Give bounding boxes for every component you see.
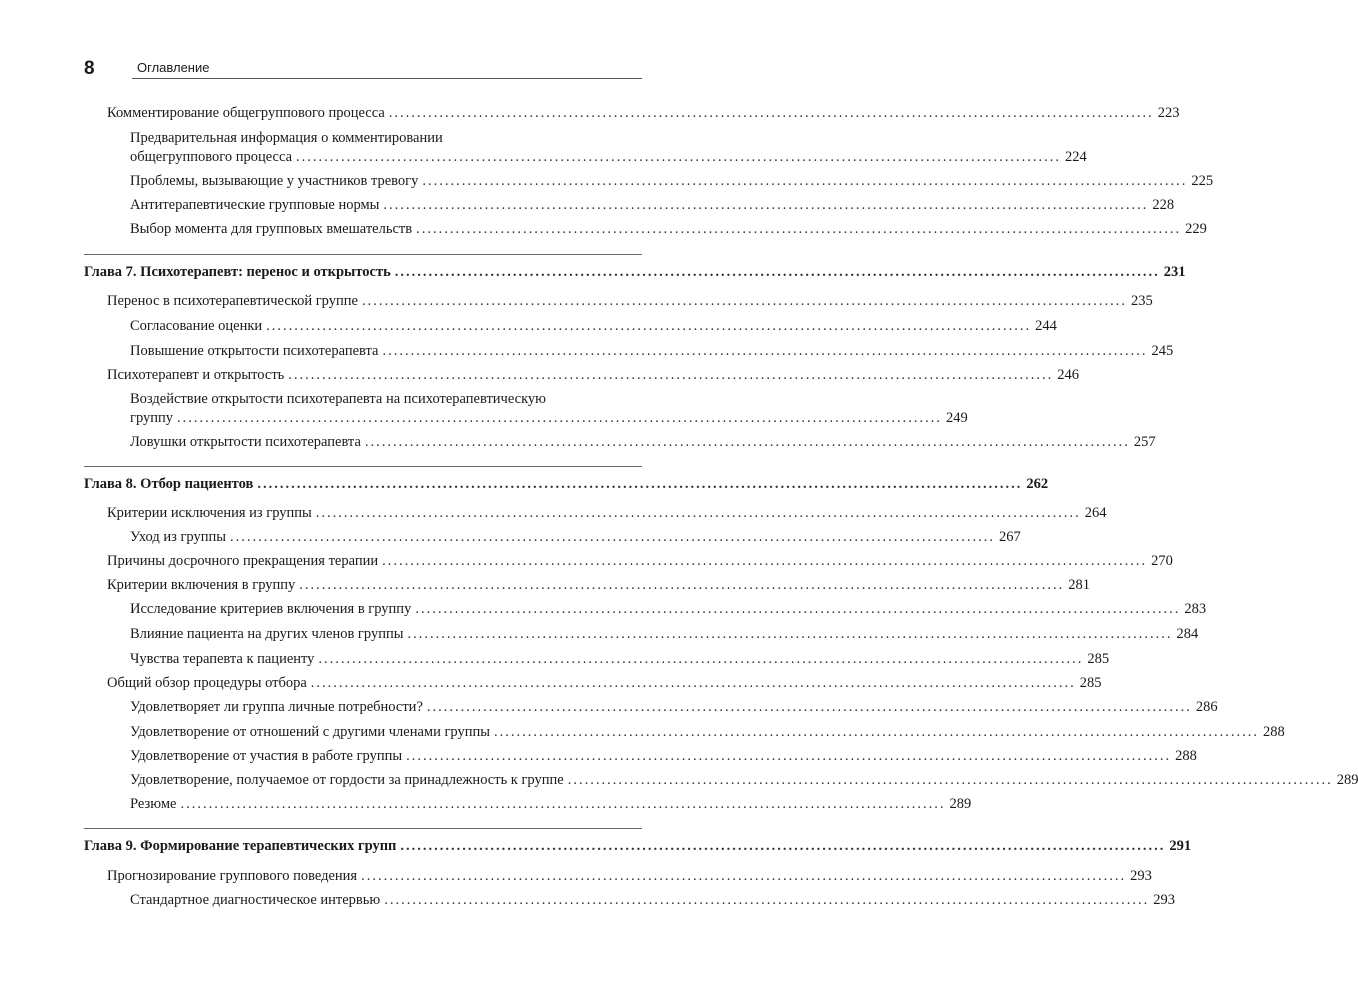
toc-entry xyxy=(130,172,1214,191)
toc-entry xyxy=(130,433,1156,452)
toc-entry-page: 246 xyxy=(1057,367,1080,383)
chapter-divider xyxy=(84,466,642,467)
dot-leader: ........................................................................................................................................ xyxy=(426,699,1192,715)
toc-entry-title: Влияние пациента на других членов группы xyxy=(130,626,404,642)
toc-entry-title: Удовлетворение от участия в работе группы xyxy=(130,748,403,764)
dot-leader: ........................................................................................................................................ xyxy=(296,149,1062,165)
dot-leader: ........................................................................................................................................ xyxy=(567,772,1333,788)
toc-entry-title: Повышение открытости психотерапевта xyxy=(130,343,379,359)
chapter-divider xyxy=(84,828,642,829)
toc-entry-page: 267 xyxy=(998,529,1021,545)
toc-entry-title: Исследование критериев включения в группу xyxy=(130,601,412,617)
dot-leader: ........................................................................................................................................ xyxy=(361,868,1127,884)
dot-leader: ........................................................................................................................................ xyxy=(406,748,1172,764)
dot-leader: ........................................................................................................................................ xyxy=(288,367,1054,383)
toc-entry-page: 285 xyxy=(1087,651,1110,667)
toc-entry-page: 228 xyxy=(1152,197,1175,213)
toc-entry-page: 249 xyxy=(946,410,968,426)
toc-entry-page: 283 xyxy=(1184,601,1207,617)
dot-leader: ........................................................................................................................................ xyxy=(400,838,1166,854)
toc-entry-title: Выбор момента для групповых вмешательств xyxy=(130,221,413,237)
toc-entry-page: 286 xyxy=(1195,699,1218,715)
toc-entry-title: Критерии включения в группу xyxy=(107,577,296,593)
dot-leader: ........................................................................................................................................ xyxy=(415,601,1181,617)
toc-entry-page: 257 xyxy=(1133,434,1156,450)
toc-entry xyxy=(107,104,1180,123)
dot-leader: ........................................................................................................................................ xyxy=(388,105,1154,121)
toc-entry-page: 293 xyxy=(1130,868,1152,884)
toc-entry-title: Чувства терапевта к пациенту xyxy=(130,651,315,667)
dot-leader: ........................................................................................................................................ xyxy=(394,264,1160,280)
page-number: 8 xyxy=(84,58,95,79)
dot-leader: ........................................................................................................................................ xyxy=(229,529,995,545)
toc-entry-title-line1: Воздействие открытости психотерапевта на психотерапевтическую xyxy=(130,391,547,407)
toc-entry-page: 284 xyxy=(1176,626,1199,642)
toc-entry-title: Комментирование общегруппового процесса xyxy=(107,105,385,121)
dot-leader: ........................................................................................................................................ xyxy=(266,318,1032,334)
dot-leader: ........................................................................................................................................ xyxy=(407,626,1173,642)
dot-leader: ........................................................................................................................................ xyxy=(382,553,1148,569)
toc-entry xyxy=(130,196,1175,215)
toc-entry xyxy=(107,552,1173,571)
dot-leader: ........................................................................................................................................ xyxy=(177,410,943,426)
toc-entry xyxy=(130,771,1358,790)
toc-entry xyxy=(130,795,972,814)
toc-entry-title: группу xyxy=(130,410,174,426)
chapter-divider xyxy=(84,254,642,255)
toc-entry-title: Прогнозирование группового поведения xyxy=(107,868,358,884)
toc-entry-title: Удовлетворяет ли группа личные потребности? xyxy=(130,699,423,715)
toc-entry xyxy=(107,366,1080,385)
toc-entry-page: 288 xyxy=(1262,724,1285,740)
toc-entry-title: Общий обзор процедуры отбора xyxy=(107,675,307,691)
toc-entry xyxy=(130,528,1021,547)
toc-entry xyxy=(130,129,1087,167)
toc-entry-page: 281 xyxy=(1068,577,1091,593)
toc-entry-title: Стандартное диагностическое интервью xyxy=(130,892,381,908)
toc-entry-title-line1: Предварительная информация о комментировании xyxy=(130,130,443,146)
toc-entry xyxy=(130,747,1197,766)
toc-entry-page: 293 xyxy=(1153,892,1175,908)
toc-chapter-title: Глава 9. Формирование терапевтических групп xyxy=(84,838,397,854)
toc-entry-title: общегруппового процесса xyxy=(130,149,293,165)
toc-entry-page: 231 xyxy=(1163,264,1186,280)
toc-entry xyxy=(130,698,1218,717)
toc-entry xyxy=(107,504,1107,523)
toc-entry xyxy=(107,292,1153,311)
toc-chapter-entry xyxy=(84,475,1049,494)
toc-entry xyxy=(130,650,1110,669)
toc-entry xyxy=(130,390,968,428)
toc-entry-page: 291 xyxy=(1169,838,1192,854)
toc-entry-page: 225 xyxy=(1191,173,1214,189)
toc-entry xyxy=(130,600,1207,619)
toc-entry-page: 223 xyxy=(1157,105,1180,121)
toc-entry-page: 270 xyxy=(1151,553,1173,569)
toc-entry-title: Удовлетворение, получаемое от гордости за принадлежность к группе xyxy=(130,772,564,788)
toc-entry xyxy=(130,220,1207,239)
toc-entry-page: 262 xyxy=(1026,476,1049,492)
toc-entry-title: Согласование оценки xyxy=(130,318,263,334)
toc-chapter-title: Глава 7. Психотерапевт: перенос и открытость xyxy=(84,264,391,280)
toc-entry xyxy=(130,317,1057,336)
toc-entry-page: 224 xyxy=(1065,149,1087,165)
toc-entry-title: Критерии исключения из группы xyxy=(107,505,312,521)
toc-entry-page: 289 xyxy=(949,796,972,812)
toc-entry-page: 264 xyxy=(1084,505,1107,521)
toc-entry xyxy=(130,891,1175,910)
toc-entry-page: 289 xyxy=(1336,772,1358,788)
toc-entry-title: Антитерапевтические групповые нормы xyxy=(130,197,380,213)
toc-entry-page: 229 xyxy=(1185,221,1207,237)
toc-entry-page: 245 xyxy=(1151,343,1174,359)
toc-entry xyxy=(107,867,1152,886)
toc-entry-title: Проблемы, вызывающие у участников тревогу xyxy=(130,173,419,189)
toc-entry xyxy=(107,576,1091,595)
dot-leader: ........................................................................................................................................ xyxy=(384,892,1150,908)
toc-entry xyxy=(130,723,1285,742)
dot-leader: ........................................................................................................................................ xyxy=(299,577,1065,593)
toc-entry-page: 288 xyxy=(1175,748,1197,764)
toc-entry-title: Ловушки открытости психотерапевта xyxy=(130,434,361,450)
dot-leader: ........................................................................................................................................ xyxy=(318,651,1084,667)
toc-entry-page: 235 xyxy=(1130,293,1153,309)
toc-entry-title: Причины досрочного прекращения терапии xyxy=(107,553,379,569)
toc-entry xyxy=(107,674,1102,693)
toc-chapter-entry xyxy=(84,837,1192,856)
running-title: Оглавление xyxy=(137,60,210,75)
dot-leader: ........................................................................................................................................ xyxy=(422,173,1188,189)
dot-leader: ........................................................................................................................................ xyxy=(315,505,1081,521)
toc-entry xyxy=(130,342,1174,361)
toc-entry-page: 244 xyxy=(1035,318,1057,334)
dot-leader: ........................................................................................................................................ xyxy=(361,293,1127,309)
toc-entry-title: Уход из группы xyxy=(130,529,226,545)
toc-chapter-title: Глава 8. Отбор пациентов xyxy=(84,476,254,492)
toc-entry-title: Перенос в психотерапевтической группе xyxy=(107,293,358,309)
dot-leader: ........................................................................................................................................ xyxy=(310,675,1076,691)
dot-leader: ........................................................................................................................................ xyxy=(493,724,1259,740)
dot-leader: ........................................................................................................................................ xyxy=(180,796,946,812)
toc-entry-title: Удовлетворение от отношений с другими членами группы xyxy=(130,724,490,740)
dot-leader: ........................................................................................................................................ xyxy=(416,221,1182,237)
toc-entry-title: Резюме xyxy=(130,796,177,812)
toc-chapter-entry xyxy=(84,263,1186,282)
dot-leader: ........................................................................................................................................ xyxy=(382,343,1148,359)
dot-leader: ........................................................................................................................................ xyxy=(257,476,1023,492)
toc-entry-title: Психотерапевт и открытость xyxy=(107,367,285,383)
dot-leader: ........................................................................................................................................ xyxy=(364,434,1130,450)
toc-entry-page: 285 xyxy=(1079,675,1102,691)
toc-entry xyxy=(130,625,1199,644)
dot-leader: ........................................................................................................................................ xyxy=(383,197,1149,213)
